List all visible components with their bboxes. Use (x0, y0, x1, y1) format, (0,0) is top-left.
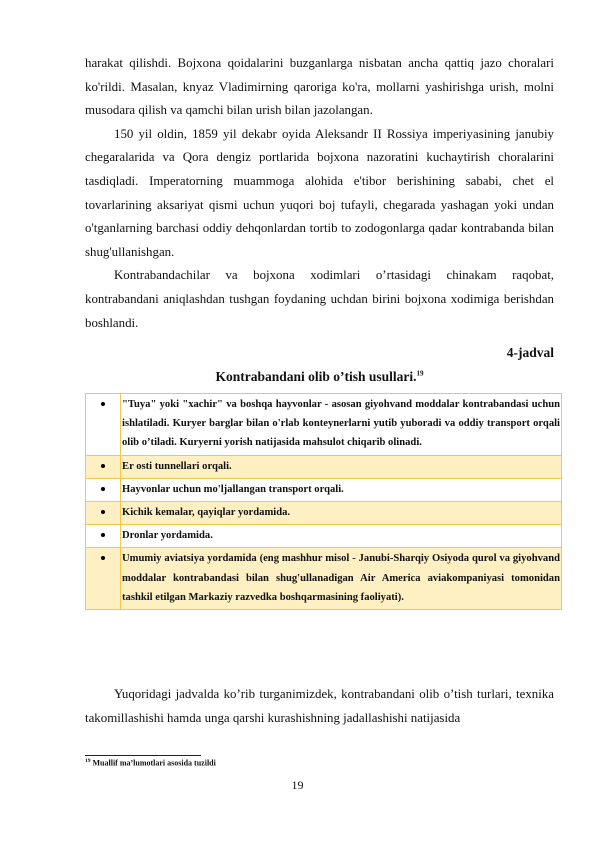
bullet-icon (101, 556, 105, 560)
bullet-cell (86, 548, 121, 610)
bullet-cell (86, 502, 121, 525)
bullet-cell (86, 455, 121, 478)
bullet-icon (101, 402, 105, 406)
table-title-text: Kontrabandani olib o’tish usullari. (215, 369, 417, 384)
paragraph-1: harakat qilishdi. Bojxona qoidalarini buzganlarga nisbatan ancha qattiq jazo choralari ko'rildi. Masalan, knyaz Vladimirning qaroriga ko'ra, mollarni yashirishga urish, molni musodara qilish va qamchi bilan urish bilan jazolangan. (85, 56, 554, 118)
bullet-icon (101, 487, 105, 491)
bullet-cell (86, 394, 121, 456)
table-cell: "Tuya" yoki "xachir" va boshqa hayvonlar - asosan giyohvand moddalar kontrabandasi uchun ishlatiladi. Kuryer barglar bilan o'rlab konteynerlarni yutib yuboradi va oddiy transport orqali olib o’tiladi. Kuryerni yorish natijasida mahsulot chiqarib olinadi. (121, 394, 562, 456)
table-row (86, 455, 562, 478)
bullet-icon (101, 510, 105, 514)
page-number: 19 (291, 778, 304, 792)
footnote-text: Muallif ma’lumotlari asosida tuzildi (92, 758, 216, 768)
table-title (85, 369, 554, 385)
table-label: 4-jadval (506, 345, 554, 360)
paragraph-3: Kontrabandachilar va bojxona xodimlari o’rtasidagi chinakam raqobat, kontrabandani aniqlashdan tushgan foydaning uchdan birini bojxona xodimiga berishdan boshlandi. (85, 268, 554, 330)
table-cell: Hayvonlar uchun mo'ljallangan transport orqali. (121, 478, 562, 501)
bullet-icon (101, 533, 105, 537)
footnote (85, 758, 216, 768)
paragraph-2: 150 yil oldin, 1859 yil dekabr oyida Aleksandr II Rossiya imperiyasining janubiy chegaralarida va Qora dengiz portlarida bojxona nazoratini kuchaytirish choralarini tasdiqladi. Imperatorning muammoga alohida e'tibor berishining sababi, chet el tovarlarining aksariyat qismi uchun yuqori boj tufayli, chegarada yashagan yoki undan o'tganlarning barchasi oddiy dehqonlardan tortib to zodogonlarga qadar kontrabanda bilan shug'ullanishgan. (85, 126, 554, 259)
table-row (86, 525, 562, 548)
bullet-cell (86, 525, 121, 548)
bullet-cell (86, 478, 121, 501)
methods-table (85, 393, 562, 610)
table-title-footnote-ref: 19 (416, 369, 424, 378)
table-row (86, 394, 562, 456)
bullet-icon (101, 464, 105, 468)
footnote-number: 19 (85, 758, 91, 764)
body-text-top (85, 52, 554, 335)
footnote-divider (85, 755, 201, 756)
table-row (86, 478, 562, 501)
table-row (86, 502, 562, 525)
table-cell: Dronlar yordamida. (121, 525, 562, 548)
paragraph-4: Yuqoridagi jadvalda ko’rib turganimizdek, kontrabandani olib o’tish turlari, texnika takomillashishi hamda unga qarshi kurashishning jadallashishi natijasida (85, 687, 554, 725)
body-text-bottom (85, 683, 554, 730)
table-cell: Umumiy aviatsiya yordamida (eng mashhur misol - Janubi-Sharqiy Osiyoda qurol va giyohvand moddalar kontrabandasi bilan shug'ullanadigan Air America aviakompaniyasi tomonidan tashkil etilgan Markaziy razvedka boshqarmasining faoliyati). (121, 548, 562, 610)
table-row (86, 548, 562, 610)
table-cell: Kichik kemalar, qayiqlar yordamida. (121, 502, 562, 525)
table-cell: Er osti tunnellari orqali. (121, 455, 562, 478)
